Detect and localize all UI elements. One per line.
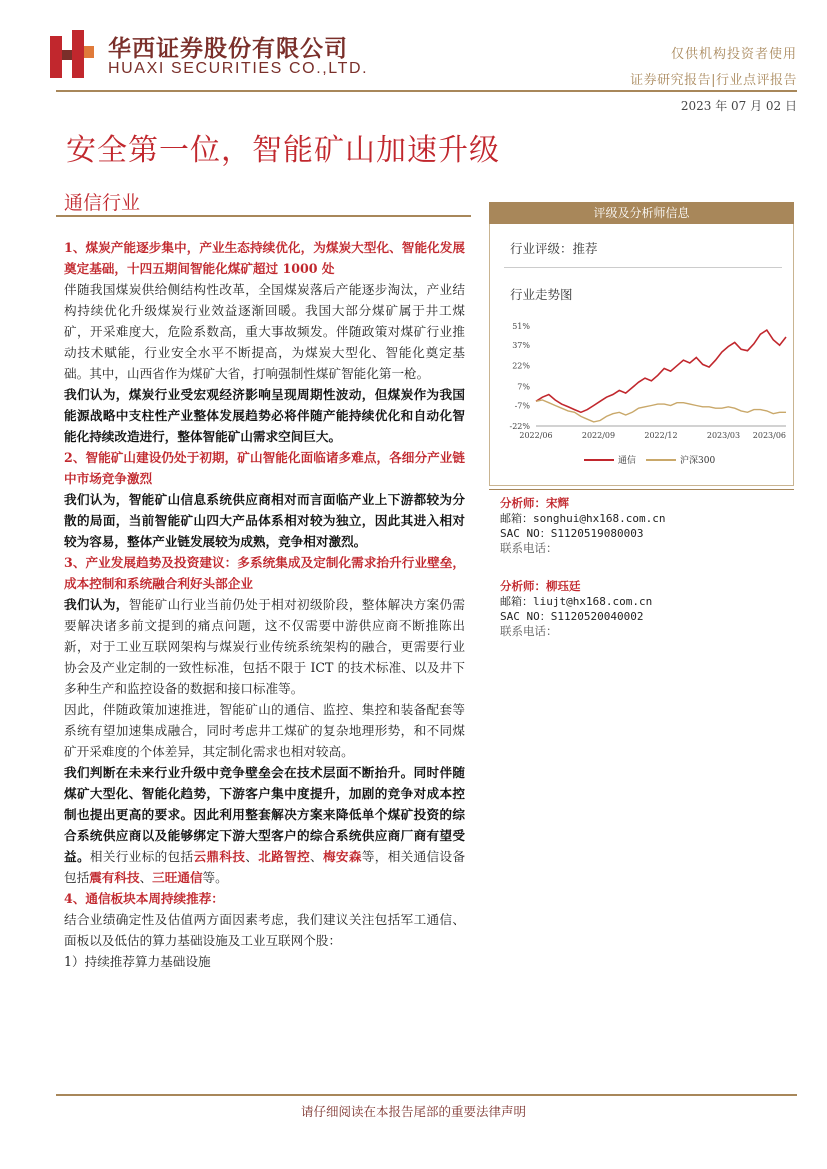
header-divider [56,90,797,92]
analyst-1-name: 分析师：宋辉 [500,496,569,510]
x-tick-label: 2022/09 [581,431,616,440]
stock-zhenyou: 震有科技 [89,870,140,885]
paragraph-6 [64,762,465,888]
report-body [64,237,465,972]
paragraph-2: 我们认为，煤炭行业受宏观经济影响呈现周期性波动，但煤炭作为我国能源战略中支柱性产业整体发展趋势必将伴随产能持续优化和自动化智能化持续改造进行，整体智能矿山需求空间巨大。 [64,387,465,444]
x-tick-label: 2022/12 [644,431,678,440]
section-heading-4: 4、通信板块本周持续推荐： [64,891,224,906]
paragraph-4-rest: 智能矿山行业当前仍处于相对初级阶段，整体解决方案仍需要解决诸多前文提到的痛点问题，这不仅需要中游供应商不断推陈出新，对于工业互联网架构与煤炭行业传统系统架构的融合，更需要行业协会及产业定制的一致性标准，包括不限于 ICT 的技术标准、以及井下多种生产和监控设备的数据和接口标准等。 [64,597,466,696]
section-heading-1: 1、煤炭产能逐步集中，产业生态持续优化，为煤炭大型化、智能化发展奠定基础，十四五期间智能化煤矿超过 1000 处 [64,240,465,276]
paragraph-5: 因此，伴随政策加速推进，智能矿山的通信、监控、集控和装备配套等系统有望加速集成融合，同时考虑井工煤矿的复杂地理形势，和不同煤矿开采难度的个体差异，其定制化需求也相对较高。 [64,702,465,759]
paragraph-1: 伴随我国煤炭供给侧结构性改革，全国煤炭落后产能逐步淘汰，产业结构持续优化升级煤炭行业效益逐渐回暖。我国大部分煤矿属于井工煤矿，开采难度大，危险系数高，重大事故频发。伴随政策对煤矿行业推动技术赋能，行业安全水平不断提高，为煤炭大型化、智能化奠定基础。其中，山西省作为煤矿大省，打响强制性煤矿智能化第一枪。 [64,282,465,381]
sidebar-header: 评级及分析师信息 [489,202,794,224]
section-heading-2: 2、智能矿山建设仍处于初期，矿山智能化面临诸多难点，各细分产业链中市场竞争激烈 [64,450,465,486]
company-name-en: HUAXI SECURITIES CO.,LTD. [108,60,369,77]
analyst-2-email: 邮箱：liujt@hx168.com.cn [500,595,653,608]
analyst-1 [500,496,665,556]
legend-label-tongxin: 通信 [618,456,637,466]
x-tick-label: 2022/06 [519,431,553,440]
series-line-hs300 [536,400,786,422]
paragraph-6-end: 等。 [202,870,228,885]
paragraph-8: 1）持续推荐算力基础设施 [64,954,211,969]
y-tick-label: -22% [509,422,530,431]
separator: 、 [310,849,323,864]
stock-beilu: 北路智控 [258,849,311,864]
industry-rating: 行业评级：推荐 [510,241,598,256]
stock-sanwang: 三旺通信 [152,870,203,885]
analyst-1-email: 邮箱：songhui@hx168.com.cn [500,512,666,525]
y-tick-label: 37% [512,341,530,351]
x-tick-label: 2023/06 [752,431,786,440]
y-tick-label: 7% [517,382,530,392]
paragraph-6-mid: 相关行业标的包括 [89,849,194,864]
legal-disclaimer: 请仔细阅读在本报告尾部的重要法律声明 [300,1104,526,1119]
rating-divider [504,267,782,268]
analyst-1-phone: 联系电话： [500,541,558,555]
x-tick-label: 2023/03 [706,431,741,440]
paragraph-6-bold: 我们判断在未来行业升级中竞争壁垒会在技术层面不断抬升。同时伴随煤矿大型化、智能化趋势，下游客户集中度提升，加剧的竞争对成本控制也提出更高的要求。因此利用整套解决方案来降低单个煤矿投资的综合系统供应商以及能够绑定下游大型客户的综合系统供应商厂商有望受益。 [64,765,465,864]
footer-divider [56,1094,797,1096]
report-date: 2023 年 07 月 02 日 [680,99,797,113]
section-heading-3: 3、产业发展趋势及投资建议：多系统集成及定制化需求抬升行业壁垒，成本控制和系统融合利好头部企业 [64,555,465,591]
paragraph-4 [64,594,465,699]
separator: 、 [245,849,259,864]
paragraph-4-lead: 我们认为， [64,597,129,612]
analyst-2 [500,579,652,639]
y-tick-label: 22% [512,361,530,371]
paragraph-3: 我们认为，智能矿山信息系统供应商相对而言面临产业上下游都较为分散的局面，当前智能矿山四大产品体系相对较为独立，因此其进入相对较为容易，整体产业链发展较为成熟，竞争相对激烈。 [64,492,465,549]
analyst-2-name: 分析师：柳珏廷 [500,579,581,593]
sidebar-bottom-divider [489,489,794,490]
stock-yunding: 云鼎科技 [193,849,246,864]
report-type: 证券研究报告|行业点评报告 [630,73,797,88]
paragraph-7: 结合业绩确定性及估值两方面因素考虑，我们建议关注包括军工通信、面板以及低估的算力基础设施及工业互联网个股： [64,912,465,948]
industry-trend-chart [500,312,792,472]
paragraph-6-mid2: 等，相关通信设备包括 [64,849,466,885]
stock-meianshen: 梅安森 [322,849,362,864]
audience-note: 仅供机构投资者使用 [670,47,797,62]
company-name-cn: 华西证券股份有限公司 [108,35,348,62]
legend-label-hs300: 沪深300 [680,456,716,466]
analyst-1-sac: SAC NO：S1120519080003 [500,527,644,540]
series-line-tongxin [536,330,786,412]
trend-chart-label: 行业走势图 [510,287,573,302]
huaxi-logo-icon [50,30,94,78]
y-tick-label: 51% [512,322,530,331]
separator: 、 [139,870,153,885]
analyst-2-phone: 联系电话： [500,624,558,638]
industry-divider [56,215,471,217]
y-tick-label: -7% [514,401,530,411]
report-title: 安全第一位，智能矿山加速升级 [66,133,500,168]
analyst-2-sac: SAC NO：S1120520040002 [500,610,644,623]
industry-name: 通信行业 [64,192,141,214]
